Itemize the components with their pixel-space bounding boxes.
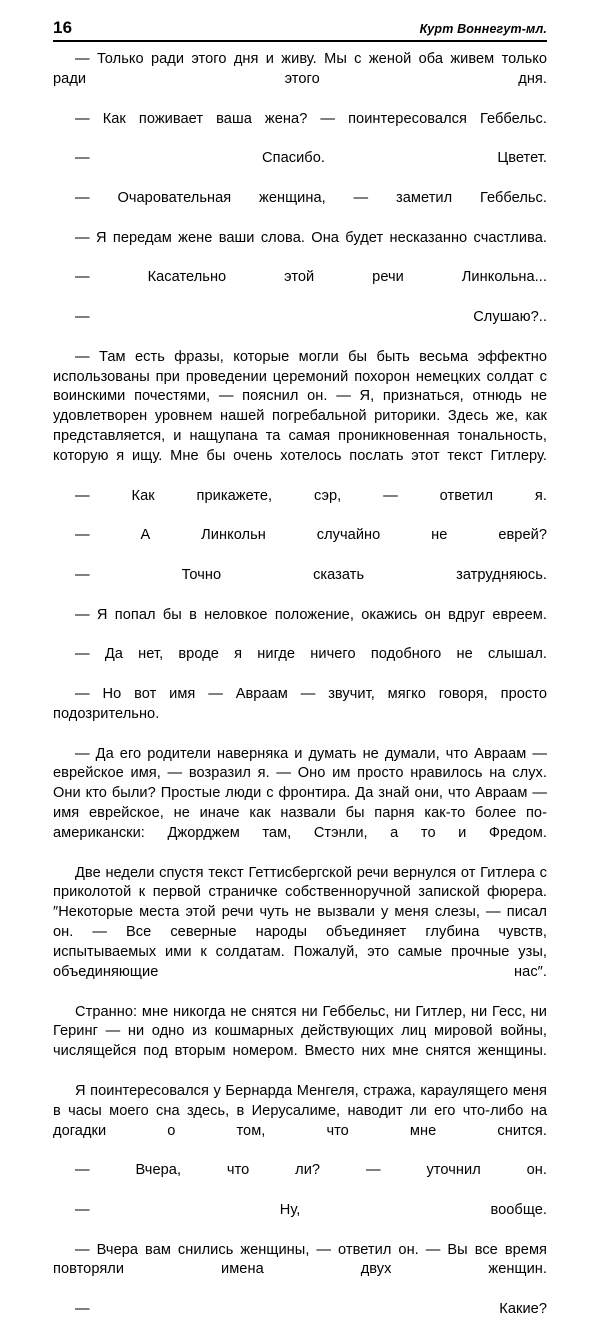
body-paragraph: — Вчера, что ли? — уточнил он. (75, 1162, 547, 1179)
body-paragraph: — А Линкольн случайно не еврей? (75, 527, 547, 544)
body-paragraph: — Очаровательная женщина, — заметил Геббельс. (75, 189, 547, 206)
header-divider-rule (53, 40, 547, 42)
body-paragraph: — Какие? (75, 1301, 547, 1318)
body-paragraph: — Как поживает ваша жена? — поинтересовался Геббельс. (75, 110, 547, 127)
body-paragraph: — Касательно этой речи Линкольна... (75, 269, 547, 286)
body-text-block (53, 50, 547, 1340)
body-paragraph: — Я передам жене ваши слова. Она будет несказанно счастлива. (75, 229, 547, 246)
body-paragraph: — Я попал бы в неловкое положение, окажись он вдруг евреем. (75, 606, 547, 623)
body-paragraph: — Как прикажете, сэр, — ответил я. (75, 487, 547, 504)
body-paragraph: — Спасибо. Цветет. (75, 150, 547, 167)
page-header (53, 18, 547, 40)
body-paragraph: — Вчера вам снились женщины, — ответил он. — Вы все время повторяли имена двух женщин. (53, 1241, 547, 1278)
body-paragraph: — Там есть фразы, которые могли бы быть весьма эффектно использованы при проведении церемоний похорон немецких солдат с воинскими почестями, — пояснил он. — Я, признаться, отнюдь не удовлетворен уровнем нашей погребальной риторики. Здесь же, как представляется, и нащупана та самая проникновенная тональность, которую я ищу. Мне бы очень хотелось послать этот текст Гитлеру. (53, 348, 547, 464)
body-paragraph: — Да его родители наверняка и думать не думали, что Авраам — еврейское имя, — возразил я. — Оно им просто нравилось на слух. Они кто были? Простые люди с фронтира. Да знай они, что Авраам — имя еврейское, не иначе как назвали бы парня как-то более по-американски: Джорджем там, Стэнли, а то и Фредом. (53, 745, 547, 841)
running-head-author: Курт Воннегут-мл. (419, 22, 547, 36)
body-paragraph: — Только ради этого дня и живу. Мы с женой оба живем только ради этого дня. (53, 51, 547, 87)
body-paragraph: Я поинтересовался у Бернарда Менгеля, стража, караулящего меня в часы моего сна здесь, в Иерусалиме, наводит ли его что-либо на догадки о том, что мне снится. (53, 1082, 547, 1139)
body-paragraph: — Ну, вообще. (75, 1201, 547, 1218)
body-paragraph: — Точно сказать затрудняюсь. (75, 566, 547, 583)
body-paragraph: — Слушаю?.. (75, 308, 547, 325)
body-paragraph: — Да нет, вроде я нигде ничего подобного не слышал. (75, 646, 547, 663)
page-number: 16 (53, 18, 73, 37)
body-paragraph: — Но вот имя — Авраам — звучит, мягко говоря, просто подозрительно. (53, 686, 547, 722)
body-paragraph: Две недели спустя текст Геттисбергской речи вернулся от Гитлера с приколотой к первой страничке собственноручной запиской фюрера. ″Некоторые места этой речи чуть не вызвали у меня слезы, — писал он. — Все северные народы объединяет глубина чувств, испытываемых ими к солдатам. Пожалуй, это самые прочные узы, объединяющие нас″. (53, 864, 547, 980)
body-paragraph: Странно: мне никогда не снятся ни Геббельс, ни Гитлер, ни Гесс, ни Геринг — ни одно из кошмарных действующих лиц мировой войны, числящейся под вторым номером. Вместо них мне снятся женщины. (53, 1003, 547, 1060)
